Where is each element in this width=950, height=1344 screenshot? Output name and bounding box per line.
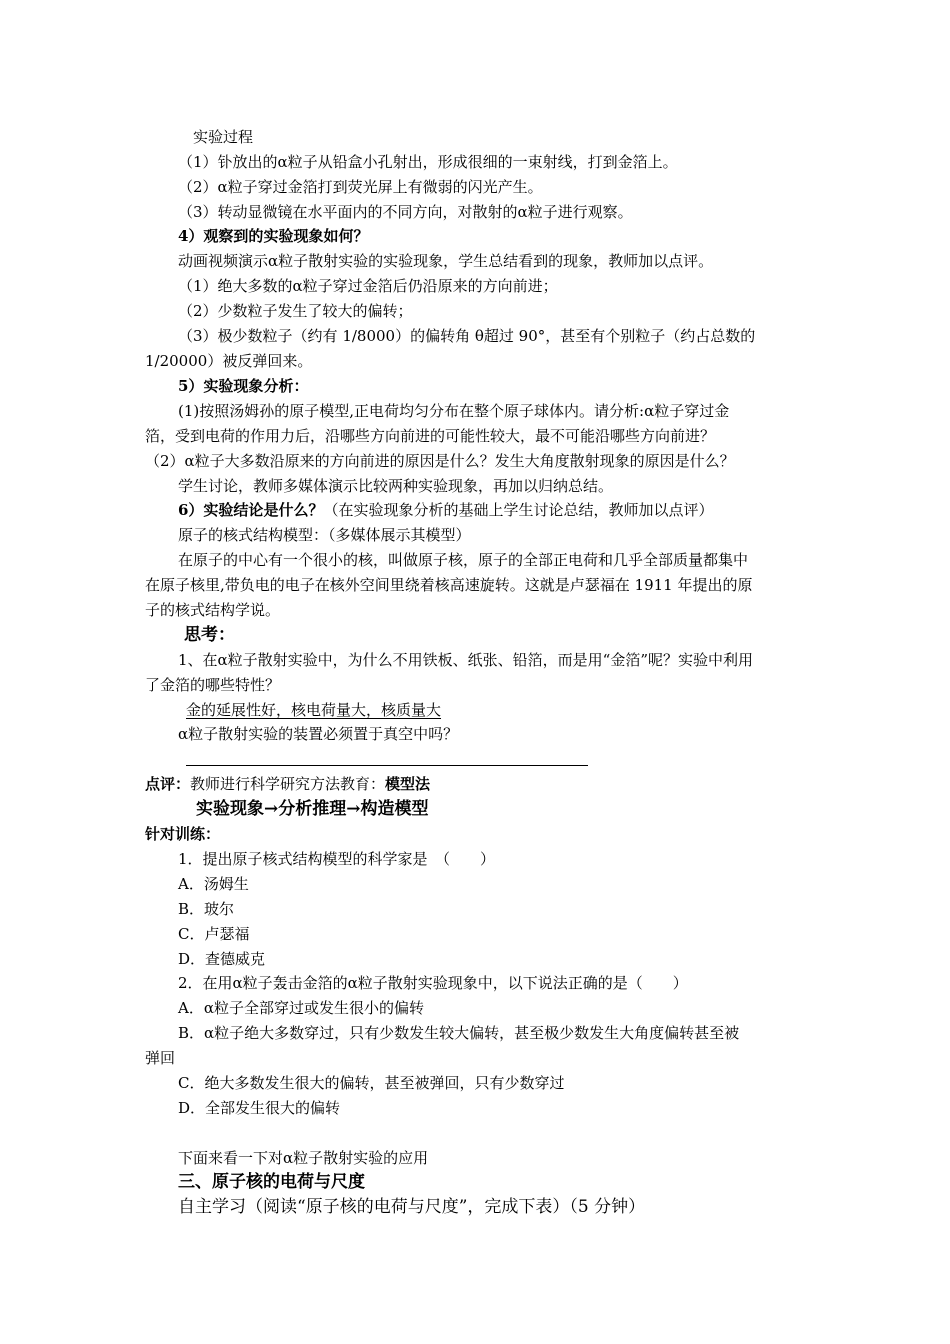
text-line: 动画视频演示α粒子散射实验的实验现象，学生总结看到的现象，教师加以点评。 [178, 252, 714, 270]
heading-note: （在实验现象分析的基础上学生讨论总结，教师加以点评） [323, 501, 714, 519]
text-line: （1）绝大多数的α粒子穿过金箔后仍沿原来的方向前进； [178, 277, 558, 295]
text-line: （3）极少数粒子（约有 1/8000）的偏转角 θ超过 90°，甚至有个别粒子（约占总数的 [178, 327, 756, 345]
text-line: 实验过程 [193, 128, 254, 146]
text-line: 在原子的中心有一个很小的核，叫做原子核，原子的全部正电荷和几乎全部质量都集中 [178, 551, 749, 569]
section-heading: 4）观察到的实验现象如何？ [178, 227, 369, 245]
think-heading: 思考： [184, 625, 235, 645]
option-d: D．全部发生很大的偏转 [178, 1099, 341, 1117]
text-line: 了金箔的哪些特性？ [145, 676, 281, 694]
text-line: 箔，受到电荷的作用力后，沿哪些方向前进的可能性较大，最不可能沿哪些方向前进？ [145, 427, 716, 445]
text-line: 下面来看一下对α粒子散射实验的应用 [178, 1149, 429, 1167]
comment-line [145, 774, 430, 794]
text-line: 1/20000）被反弹回来。 [145, 352, 313, 370]
option-b: B．玻尔 [178, 900, 235, 918]
text-line: 自主学习（阅读“原子核的电荷与尺度”，完成下表）（5 分钟） [178, 1197, 646, 1217]
section-title: 三、原子核的电荷与尺度 [178, 1172, 365, 1192]
text-line: （2）少数粒子发生了较大的偏转； [178, 302, 413, 320]
option-b: B．α粒子绝大多数穿过，只有少数发生较大偏转，甚至极少数发生大角度偏转甚至被 [178, 1024, 740, 1042]
text-line: （3）转动显微镜在水平面内的不同方向，对散射的α粒子进行观察。 [178, 203, 633, 221]
text-line: （2）α粒子大多数沿原来的方向前进的原因是什么？发生大角度散射现象的原因是什么？ [145, 452, 735, 470]
option-a: A．α粒子全部穿过或发生很小的偏转 [178, 999, 424, 1017]
method-flow: 实验现象→分析推理→构造模型 [196, 799, 429, 819]
question-2: 2．在用α粒子轰击金箔的α粒子散射实验现象中，以下说法正确的是（ ） [178, 974, 688, 992]
text-line: 弹回 [145, 1049, 176, 1067]
option-d: D．查德威克 [178, 950, 266, 968]
comment-text: 教师进行科学研究方法教育： [190, 775, 386, 793]
text-line [178, 500, 713, 520]
question-1: 1．提出原子核式结构模型的科学家是 （ ） [178, 850, 496, 868]
option-c: C．卢瑟福 [178, 925, 250, 943]
option-a: A．汤姆生 [178, 875, 249, 893]
comment-label: 点评： [145, 775, 191, 793]
text-line: 学生讨论，教师多媒体演示比较两种实验现象，再加以归纳总结。 [178, 477, 614, 495]
text-line: 在原子核里,带负电的电子在核外空间里绕着核高速旋转。这就是卢瑟福在 1911 年提出的原 [145, 576, 753, 594]
exercise-heading: 针对训练： [145, 825, 221, 843]
option-c: C．绝大多数发生很大的偏转，甚至被弹回，只有少数穿过 [178, 1074, 565, 1092]
answer-underlined: 金的延展性好，核电荷量大，核质量大 [186, 701, 442, 719]
text-line: 原子的核式结构模型：（多媒体展示其模型） [178, 526, 471, 544]
section-heading: 5）实验现象分析： [178, 377, 309, 395]
model-method: 模型法 [385, 775, 431, 793]
text-line: （1）钋放出的α粒子从铅盒小孔射出，形成很细的一束射线，打到金箔上。 [178, 153, 678, 171]
section-heading: 6）实验结论是什么？ [178, 501, 324, 519]
text-line: 子的核式结构学说。 [145, 601, 281, 619]
text-line: （2）α粒子穿过金箔打到荧光屏上有微弱的闪光产生。 [178, 178, 543, 196]
text-line: (1)按照汤姆孙的原子模型,正电荷均匀分布在整个原子球体内。请分析:α粒子穿过金 [178, 402, 730, 420]
text-line: 1、在α粒子散射实验中，为什么不用铁板、纸张、铅箔，而是用“金箔”呢？实验中利用 [178, 651, 754, 669]
answer-blank-line [186, 765, 588, 766]
text-line: α粒子散射实验的装置必须置于真空中吗？ [178, 725, 459, 743]
